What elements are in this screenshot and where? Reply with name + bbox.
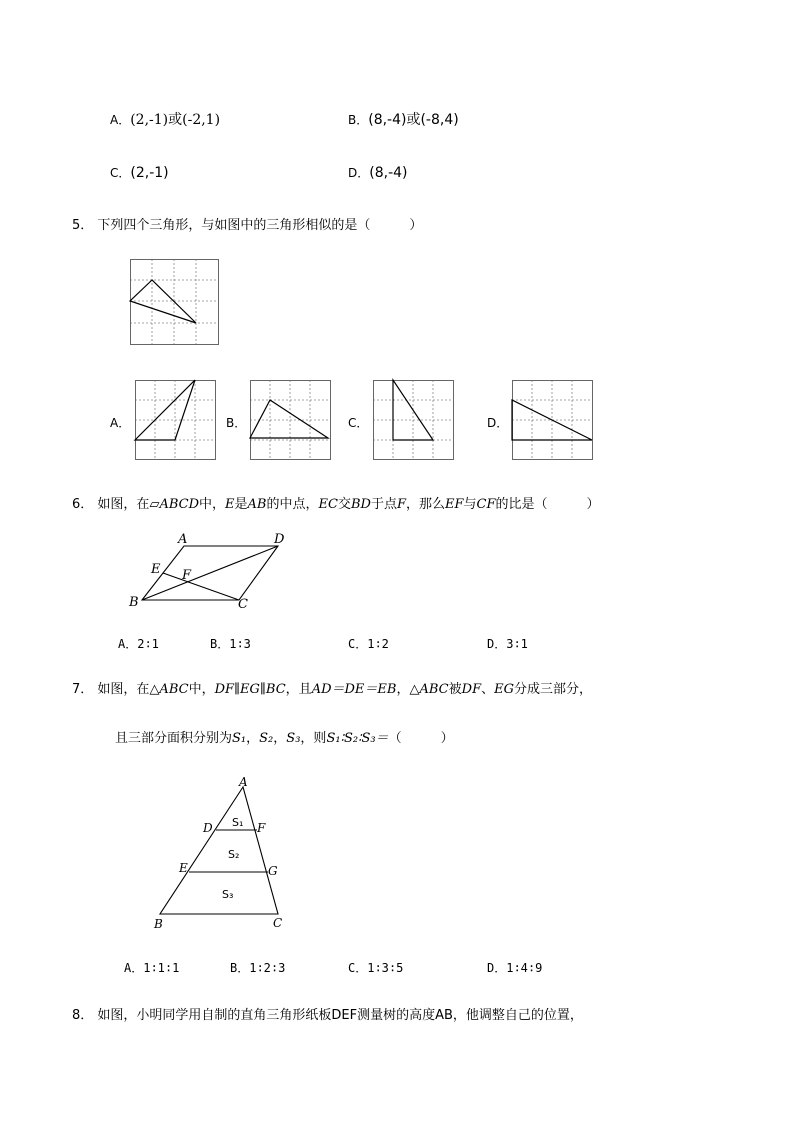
- parallelogram-symbol: ▱: [149, 497, 160, 512]
- option-text: (2,-1): [130, 165, 169, 181]
- option-label: B．: [348, 113, 369, 127]
- question-number: 6．: [72, 497, 94, 512]
- option-label: D．: [348, 166, 370, 180]
- q6-option-b: B．1∶3: [210, 637, 251, 651]
- q7-stem-line1: 7． 如图，在△ABC中，DF∥EG∥BC，且AD＝DE＝EB，△ABC被DF、EG分成三部分，: [72, 682, 592, 697]
- q6-option-a: A．2∶1: [118, 637, 159, 651]
- option-text: (8,-4)或(-8,4): [368, 112, 459, 128]
- q5-option-a-grid: [135, 380, 217, 460]
- q4-option-c: [110, 164, 169, 181]
- q5-option-b-grid: [250, 380, 332, 460]
- q7-option-a: A．1∶1∶1: [124, 961, 180, 975]
- q7-triangle-figure: [152, 774, 292, 934]
- q4-option-b: [348, 109, 459, 129]
- q6-parallelogram-figure: [126, 530, 296, 612]
- q7-stem-line2: 且三部分面积分别为S₁，S₂，S₃，则S₁∶S₂∶S₃＝（ ）: [115, 731, 454, 746]
- q5-option-a-label: A．: [110, 416, 131, 430]
- option-a-triangle: [135, 380, 195, 440]
- q8-stem: [72, 1004, 583, 1023]
- question-number: 7．: [72, 682, 94, 697]
- option-label: A．: [110, 113, 131, 127]
- question-number: 8．: [72, 1008, 94, 1023]
- q6-stem: 6． 如图，在▱ABCD中，E是AB的中点，EC交BD于点F，那么EF与CF的比是（ ）: [72, 497, 600, 512]
- svg-text:S₂: S₂: [228, 848, 240, 861]
- option-text: (8,-4): [369, 165, 408, 181]
- question-text: 下列四个三角形，与如图中的三角形相似的是（ ）: [97, 218, 423, 233]
- svg-text:E: E: [151, 562, 161, 577]
- svg-text:F: F: [182, 568, 192, 583]
- q5-option-c-label: C．: [348, 416, 369, 430]
- option-text: (2,-1)或(-2,1): [130, 112, 221, 128]
- q5-option-b-label: B．: [226, 416, 247, 430]
- q5-option-c-grid: [373, 380, 455, 460]
- q6-option-c: C．1∶2: [348, 637, 389, 651]
- svg-text:B: B: [129, 595, 139, 610]
- triangle-abc: [160, 787, 278, 914]
- q6-option-d: D．3∶1: [487, 637, 528, 651]
- svg-text:D: D: [274, 532, 285, 547]
- svg-text:F: F: [257, 821, 266, 835]
- svg-text:C: C: [238, 597, 248, 612]
- svg-text:A: A: [178, 532, 188, 547]
- question-text: 如图，小明同学用自制的直角三角形纸板DEF测量树的高度AB，他调整自己的位置，: [97, 1008, 583, 1023]
- q5-stem: [72, 214, 422, 233]
- svg-text:E: E: [179, 861, 188, 875]
- reference-triangle: [130, 280, 196, 323]
- option-label: C．: [110, 166, 131, 180]
- svg-text:S₃: S₃: [222, 888, 234, 901]
- svg-text:D: D: [203, 821, 213, 835]
- svg-text:C: C: [273, 916, 283, 930]
- q5-reference-grid: [130, 259, 220, 345]
- q7-option-c: C．1∶3∶5: [348, 961, 404, 975]
- svg-text:G: G: [268, 864, 278, 878]
- q4-option-a: [110, 109, 220, 129]
- svg-text:S₁: S₁: [232, 816, 244, 829]
- question-number: 5．: [72, 218, 94, 233]
- q7-option-d: D．1∶4∶9: [487, 961, 543, 975]
- q7-option-b: B．1∶2∶3: [230, 961, 286, 975]
- svg-text:A: A: [239, 775, 248, 789]
- q5-option-d-label: D．: [487, 416, 509, 430]
- q5-option-d-grid: [512, 380, 594, 460]
- svg-text:B: B: [154, 917, 163, 931]
- q4-option-d: [348, 164, 408, 181]
- option-b-triangle: [250, 400, 328, 438]
